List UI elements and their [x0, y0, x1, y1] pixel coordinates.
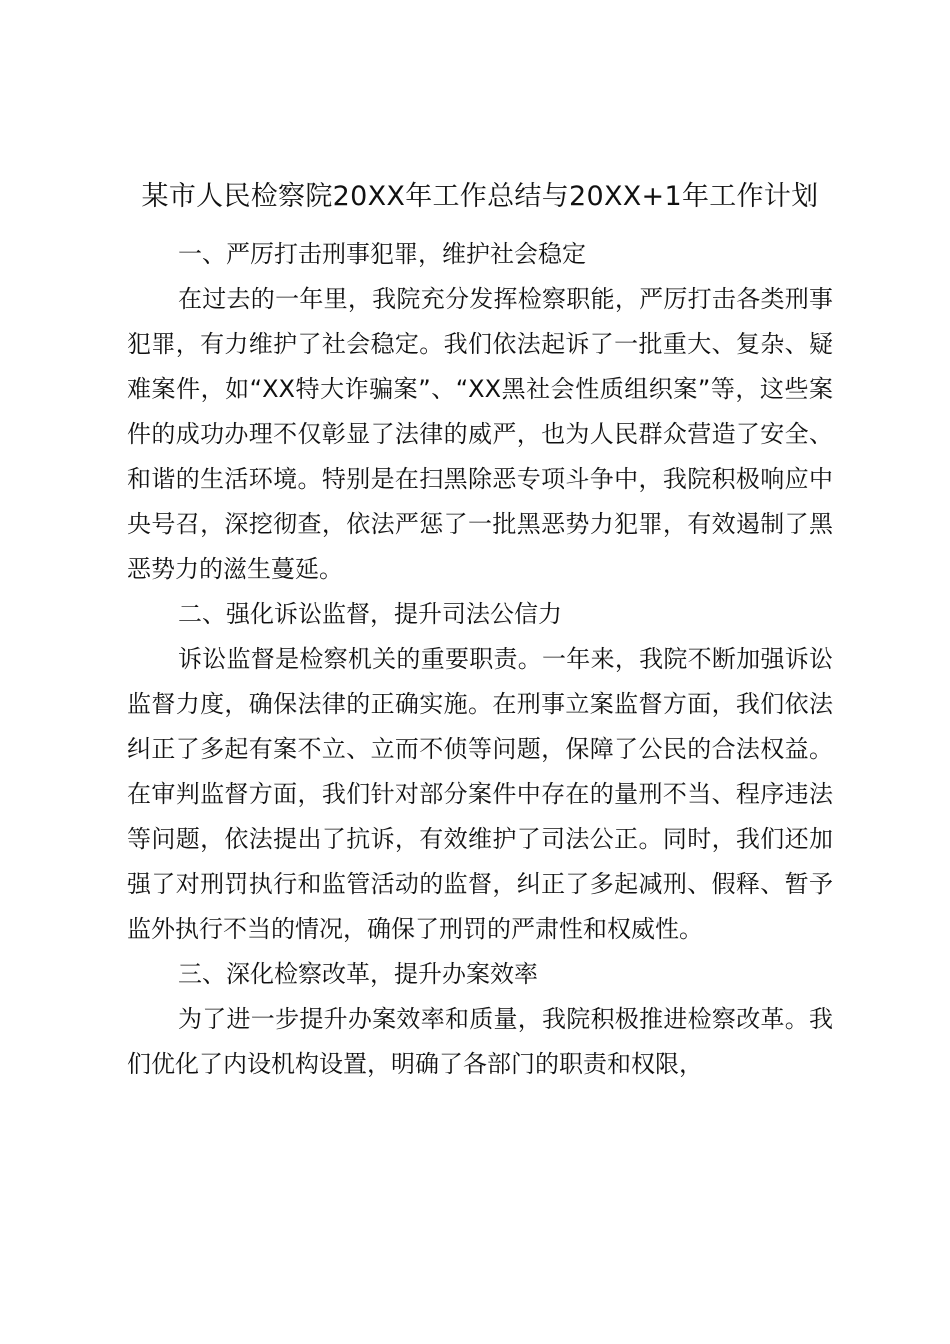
section-paragraph: 在过去的一年里，我院充分发挥检察职能，严厉打击各类刑事犯罪，有力维护了社会稳定。我们依法起诉了一批重大、复杂、疑难案件，如“XX特大诈骗案”、“XX黑社会性质组织案”等，这些案件的成功办理不仅彰显了法律的威严，也为人民群众营造了安全、和谐的生活环境。特别是在扫黑除恶专项斗争中，我院积极响应中央号召，深挖彻查，依法严惩了一批黑恶势力犯罪，有效遏制了黑恶势力的滋生蔓延。: [127, 285, 833, 583]
section-2: [127, 592, 833, 952]
section-paragraph: 诉讼监督是检察机关的重要职责。一年来，我院不断加强诉讼监督力度，确保法律的正确实施。在刑事立案监督方面，我们依法纠正了多起有案不立、立而不侦等问题，保障了公民的合法权益。在审判监督方面，我们针对部分案件中存在的量刑不当、程序违法等问题，依法提出了抗诉，有效维护了司法公正。同时，我们还加强了对刑罚执行和监管活动的监督，纠正了多起减刑、假释、暂予监外执行不当的情况，确保了刑罚的严肃性和权威性。: [127, 645, 833, 943]
section-heading: 二、强化诉讼监督，提升司法公信力: [178, 600, 562, 628]
section-heading: 三、深化检察改革，提升办案效率: [178, 960, 538, 988]
section-paragraph: 为了进一步提升办案效率和质量，我院积极推进检察改革。我们优化了内设机构设置，明确了各部门的职责和权限，: [127, 1005, 833, 1078]
section-3: [127, 952, 833, 1087]
document-title: 某市人民检察院20XX年工作总结与20XX+1年工作计划: [141, 181, 819, 212]
section-1: [127, 232, 833, 592]
section-heading: 一、严厉打击刑事犯罪，维护社会稳定: [178, 240, 586, 268]
document-content: [127, 172, 833, 1087]
